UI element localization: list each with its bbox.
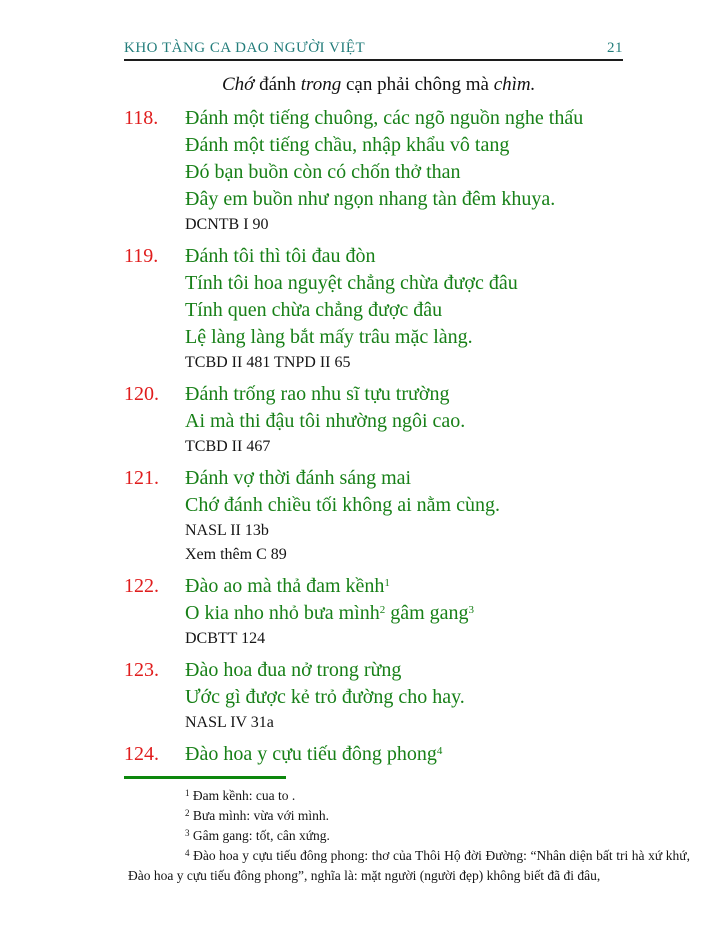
verse-line bbox=[185, 186, 624, 213]
footnote-marker: 1 bbox=[185, 788, 190, 798]
page-header bbox=[124, 40, 623, 57]
verse-line bbox=[185, 324, 624, 351]
entry-number: 120. bbox=[124, 383, 159, 405]
verse-line bbox=[185, 408, 624, 435]
entries-list bbox=[124, 105, 624, 774]
footnote-text: Đào hoa y cựu tiếu đông phong: thơ của Thôi Hộ đời Đường: “Nhân diện bất tri hà xứ khứ, Đào hoa y cựu tiếu đông phong”, nghĩa là: mặt người (người đẹp) không biết đã đi đâu, bbox=[128, 848, 690, 883]
text-segment: Đây em buồn như ngọn nhang tàn đêm khuya. bbox=[185, 188, 556, 210]
text-segment: Đánh tôi thì tôi đau đòn bbox=[185, 245, 376, 267]
text-segment: Đào hoa đua nở trong rừng bbox=[185, 659, 402, 681]
source-citation: DCNTB I 90 bbox=[185, 216, 269, 233]
footnote-separator-rule bbox=[124, 776, 286, 779]
entry-body bbox=[185, 657, 624, 735]
text-segment: Đào ao mà thả đam kềnh bbox=[185, 575, 385, 597]
verse-line bbox=[185, 684, 624, 711]
entry-body bbox=[185, 105, 624, 237]
entry-number: 121. bbox=[124, 467, 159, 489]
text-segment: Ai mà thi đậu tôi nhường ngôi cao. bbox=[185, 410, 466, 432]
footnote-text: Đam kềnh: cua to . bbox=[189, 788, 296, 803]
text-segment: trong bbox=[300, 74, 342, 95]
header-rule bbox=[124, 59, 623, 61]
verse-line bbox=[185, 600, 624, 627]
footnote bbox=[128, 806, 690, 826]
entry bbox=[124, 243, 624, 375]
footnote-ref: 1 bbox=[384, 577, 390, 589]
footnote-marker: 3 bbox=[185, 828, 190, 838]
source-citation: TCBD II 467 bbox=[185, 438, 271, 455]
text-segment: đánh bbox=[254, 74, 301, 95]
footnote-marker: 4 bbox=[185, 848, 190, 858]
footnote bbox=[128, 846, 690, 886]
verse-line bbox=[185, 381, 624, 408]
footnote-ref: 3 bbox=[468, 604, 475, 616]
source-citation: DCBTT 124 bbox=[185, 630, 266, 647]
entry-number: 124. bbox=[124, 743, 159, 765]
source-citation: Xem thêm C 89 bbox=[185, 546, 287, 563]
running-title: KHO TÀNG CA DAO NGƯỜI VIỆT bbox=[124, 40, 366, 56]
text-segment: Ước gì được kẻ trỏ đường cho hay. bbox=[185, 686, 465, 708]
verse-line bbox=[185, 159, 624, 186]
footnote bbox=[128, 826, 690, 846]
text-segment: Đánh một tiếng chuông, các ngõ nguồn nghe thấu bbox=[185, 107, 584, 129]
source-citation: NASL II 13b bbox=[185, 522, 269, 539]
text-segment: Chớ bbox=[222, 74, 255, 95]
text-segment: Tính quen chừa chẳng được đâu bbox=[185, 299, 443, 321]
footnote-ref: 4 bbox=[436, 745, 443, 757]
footnote-text: Gâm gang: tốt, cân xứng. bbox=[189, 828, 330, 843]
entry bbox=[124, 573, 624, 651]
verse-line bbox=[185, 573, 624, 600]
text-segment: chìm. bbox=[493, 74, 536, 95]
entry bbox=[124, 657, 624, 735]
verse-line bbox=[185, 657, 624, 684]
source-citation: TCBD II 481 TNPD II 65 bbox=[185, 354, 351, 371]
entry bbox=[124, 465, 624, 567]
entry-body bbox=[185, 243, 624, 375]
text-segment: Đánh vợ thời đánh sáng mai bbox=[185, 467, 412, 489]
footnote-marker: 2 bbox=[185, 808, 190, 818]
verse-line bbox=[185, 132, 624, 159]
text-segment: O kia nho nhỏ bưa mình bbox=[185, 602, 380, 624]
entry bbox=[124, 381, 624, 459]
entry-number: 118. bbox=[124, 107, 159, 129]
verse-line bbox=[185, 465, 624, 492]
text-segment: Đào hoa y cựu tiếu đông phong bbox=[185, 743, 437, 765]
text-segment: Đó bạn buồn còn có chốn thở than bbox=[185, 161, 461, 183]
page-number: 21 bbox=[607, 40, 623, 56]
entry bbox=[124, 105, 624, 237]
entry-body bbox=[185, 741, 624, 768]
footnote bbox=[128, 786, 690, 806]
entry-number: 119. bbox=[124, 245, 159, 267]
verse-line bbox=[185, 297, 624, 324]
text-segment: Đánh một tiếng chầu, nhập khẩu vô tang bbox=[185, 134, 510, 156]
entry-number: 123. bbox=[124, 659, 159, 681]
text-segment: Tính tôi hoa nguyệt chẳng chừa được đâu bbox=[185, 272, 518, 294]
entry-body bbox=[185, 465, 624, 567]
entry-body bbox=[185, 573, 624, 651]
footnotes-block bbox=[128, 786, 690, 886]
intro-verse-line bbox=[222, 74, 535, 96]
verse-line bbox=[185, 243, 624, 270]
text-segment: cạn phải chông mà bbox=[341, 74, 494, 95]
text-segment: Chớ đánh chiều tối không ai nằm cùng. bbox=[185, 494, 500, 516]
verse-line bbox=[185, 741, 624, 768]
verse-line bbox=[185, 105, 624, 132]
text-segment: Lệ làng làng bắt mấy trâu mặc làng. bbox=[185, 326, 473, 348]
entry bbox=[124, 741, 624, 768]
entry-body bbox=[185, 381, 624, 459]
verse-line bbox=[185, 492, 624, 519]
text-segment: Đánh trống rao nhu sĩ tựu trường bbox=[185, 383, 450, 405]
verse-line bbox=[185, 270, 624, 297]
source-citation: NASL IV 31a bbox=[185, 714, 274, 731]
entry-number: 122. bbox=[124, 575, 159, 597]
footnote-text: Bưa mình: vừa với mình. bbox=[189, 808, 330, 823]
text-segment: gâm gang bbox=[385, 602, 469, 624]
footnote-ref: 2 bbox=[379, 604, 386, 616]
